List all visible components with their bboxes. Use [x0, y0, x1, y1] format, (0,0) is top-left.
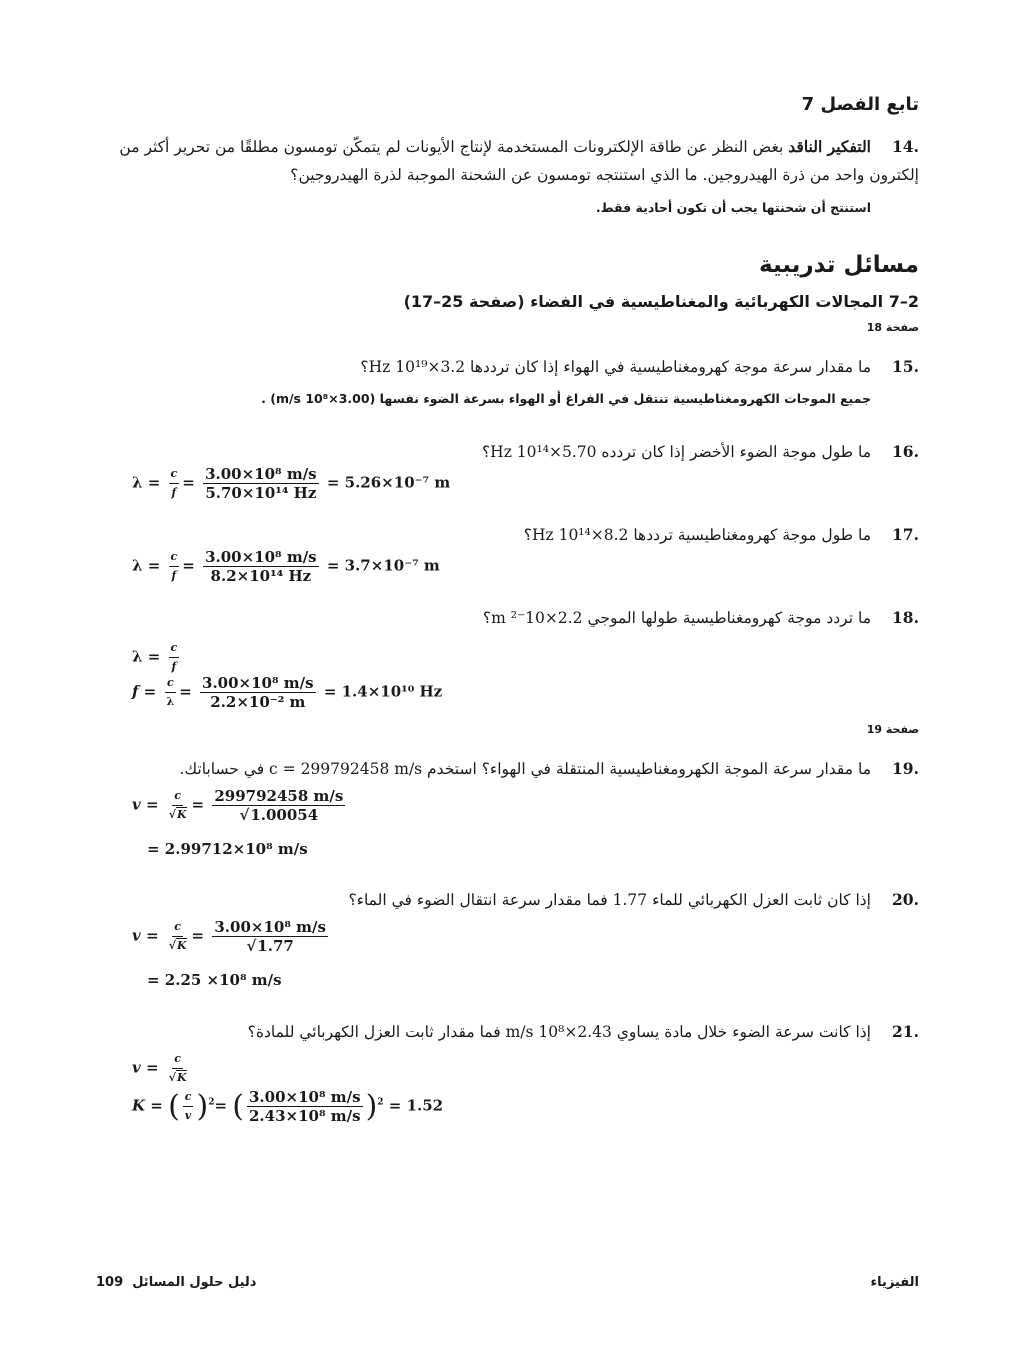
question-text: ما طول موجة الضوء الأخضر إذا كان تردده 5.70×10¹⁴ Hz؟	[481, 443, 871, 461]
numerator: 3.00×10⁸ m/s	[205, 465, 317, 483]
equals-sign: =	[191, 795, 205, 814]
equation-lhs: f =	[132, 682, 157, 701]
denominator: f	[171, 660, 177, 673]
question-14	[99, 133, 919, 189]
equation-18b	[132, 674, 442, 711]
numerator: c	[169, 639, 180, 658]
footer-page-number: 109	[96, 1275, 124, 1290]
numerator: c	[183, 1088, 194, 1107]
question-number: .18	[892, 608, 919, 627]
numerator: c	[169, 465, 180, 484]
equals-sign: =	[182, 473, 195, 492]
footer-guide-title: دليل حلول المسائل	[132, 1275, 257, 1290]
fraction-values	[200, 674, 316, 711]
question-17	[99, 521, 919, 549]
equation-lhs: v =	[132, 926, 159, 945]
equation-18a	[132, 639, 182, 676]
equation-20a	[132, 918, 331, 955]
denominator: λ	[166, 695, 175, 708]
section-subtitle: 2–7 المجالات الكهربائية والمغناطيسية في الفضاء (صفحة 25–17)	[403, 292, 919, 311]
question-text: ما مقدار سرعة موجة كهرومغناطيسية في الهواء إذا كان ترددها 3.2×10¹⁹ Hz؟	[360, 358, 871, 376]
equation-16	[132, 465, 450, 502]
question-21	[99, 1018, 919, 1046]
equals-sign: =	[214, 1096, 228, 1115]
question-text: ما مقدار سرعة الموجة الكهرومغناطيسية المنتقلة في الهواء؟ استخدم c = 299792458 m/s في حساباتك.	[179, 760, 871, 778]
question-text: إذا كان ثابت العزل الكهربائي للماء 1.77 فما مقدار سرعة انتقال الضوء في الماء؟	[348, 891, 871, 909]
question-lead: التفكير الناقد	[788, 137, 871, 156]
question-number: .19	[892, 759, 919, 778]
equation-20b: = 2.25 ×10⁸ m/s	[147, 971, 282, 989]
question-text: ما طول موجة كهرومغناطيسية ترددها 8.2×10¹⁴ Hz؟	[523, 526, 871, 544]
equation-19a	[132, 787, 348, 824]
question-text: إذا كانت سرعة الضوء خلال مادة يساوي 2.43×10⁸ m/s فما مقدار ثابت العزل الكهربائي للمادة؟	[247, 1023, 871, 1041]
denominator: K	[176, 1071, 187, 1084]
fraction-c-over-f	[169, 639, 180, 676]
question-number: .17	[892, 525, 919, 544]
denominator: 1.77	[257, 937, 294, 955]
equation-lhs: v =	[132, 1058, 159, 1077]
footer-subject: الفيزياء	[870, 1275, 919, 1290]
fraction-values	[247, 1088, 363, 1125]
denominator: 2.43×10⁸ m/s	[249, 1107, 361, 1125]
answer-15: جميع الموجات الكهرومغناطيسية تنتقل في الفراغ أو الهواء بسرعة الضوء نفسها (3.00×10⁸ m/s) .	[261, 391, 871, 406]
numerator: c	[169, 548, 180, 567]
denominator: 5.70×10¹⁴ Hz	[205, 484, 317, 502]
equation-21a	[132, 1050, 192, 1087]
denominator: 8.2×10¹⁴ Hz	[210, 567, 312, 585]
numerator: 3.00×10⁸ m/s	[205, 548, 317, 566]
equation-21b: K = ( $\frac{c}{v}$ )$^2$= ( $\frac{\text{3.00×10⁸ m/s}}{\text{2.43×10⁸ m/s}}$ )$^2$ = 1.52	[132, 1088, 444, 1125]
chapter-continued-heading: تابع الفصل 7	[801, 94, 919, 115]
denominator: f	[171, 569, 177, 582]
footer-guide	[96, 1275, 256, 1290]
question-number: .16	[892, 442, 919, 461]
fraction-values: $\frac{299792458 m/s}{√1.00054}$	[214, 787, 344, 824]
fraction-c-over-sqrt-k: $\frac{c}{√K}$	[168, 920, 187, 952]
numerator: c	[172, 918, 183, 937]
equation-result: = 1.4×10¹⁰ Hz	[323, 682, 443, 701]
equation-result: = 1.52	[388, 1096, 444, 1115]
numerator: 299792458 m/s	[214, 787, 344, 805]
numerator: 3.00×10⁸ m/s	[202, 674, 314, 692]
fraction-c-over-v	[183, 1088, 194, 1125]
exponent: 2	[377, 1097, 384, 1108]
denominator: 1.00054	[250, 806, 319, 824]
numerator: c	[172, 1050, 183, 1069]
question-18	[99, 604, 919, 632]
denominator: 2.2×10⁻² m	[210, 693, 306, 711]
question-text: بغض النظر عن طاقة الإلكترونات المستخدمة لإنتاج الأيونات لم يتمكّن تومسون مطلقًا من تحرير أكثر من إلكترون واحد من ذرة الهيدروجين. ما الذي استنتجه تومسون عن الشحنة الموجبة لذرة الهيدروجين؟	[119, 138, 919, 184]
equation-17	[132, 548, 440, 585]
fraction-c-over-f	[169, 465, 180, 502]
denominator: K	[176, 939, 187, 952]
equation-19b: = 2.99712×10⁸ m/s	[147, 840, 308, 858]
question-number: .21	[892, 1022, 919, 1041]
question-15	[99, 353, 919, 381]
question-number: .15	[892, 357, 919, 376]
question-number: .14	[892, 137, 919, 156]
question-text: ما تردد موجة كهرومغناطيسية طولها الموجي 2.2×10⁻² m؟	[482, 609, 871, 627]
fraction-c-over-sqrt-k: $\frac{c}{√K}$	[168, 789, 187, 821]
fraction-c-over-lambda	[164, 674, 176, 711]
numerator: c	[165, 674, 176, 693]
fraction-values	[203, 548, 319, 585]
denominator: K	[176, 808, 187, 821]
exponent: 2	[208, 1097, 215, 1108]
equals-sign: =	[191, 926, 205, 945]
numerator: 3.00×10⁸ m/s	[249, 1088, 361, 1106]
equation-result: = 3.7×10⁻⁷ m	[326, 556, 440, 575]
question-19	[99, 755, 919, 783]
fraction-c-over-sqrt-k: $\frac{c}{√K}$	[168, 1052, 187, 1084]
question-20	[99, 886, 919, 914]
equation-lhs: K =	[132, 1096, 163, 1115]
equation-result: = 5.26×10⁻⁷ m	[326, 473, 451, 492]
section-title: مسائل تدريبية	[759, 252, 919, 278]
question-16	[99, 438, 919, 466]
equation-lhs: λ =	[132, 647, 161, 666]
fraction-c-over-f	[169, 548, 180, 585]
equation-lhs: λ =	[132, 473, 161, 492]
page-ref-19: صفحة 19	[866, 723, 919, 736]
answer-14: استنتج أن شحنتها يجب أن تكون أحادية فقط.	[595, 200, 871, 215]
fraction-values: $\frac{\text{3.00×10⁸ m/s}}{√1.77}$	[214, 918, 326, 955]
denominator: f	[171, 486, 177, 499]
equation-lhs: λ =	[132, 556, 161, 575]
equals-sign: =	[182, 556, 195, 575]
denominator: v	[184, 1109, 192, 1122]
page-ref-18: صفحة 18	[866, 321, 919, 334]
fraction-values	[203, 465, 319, 502]
question-number: .20	[892, 890, 919, 909]
numerator: 3.00×10⁸ m/s	[214, 918, 326, 936]
numerator: c	[172, 787, 183, 806]
equals-sign: =	[179, 682, 192, 701]
equation-lhs: v =	[132, 795, 159, 814]
